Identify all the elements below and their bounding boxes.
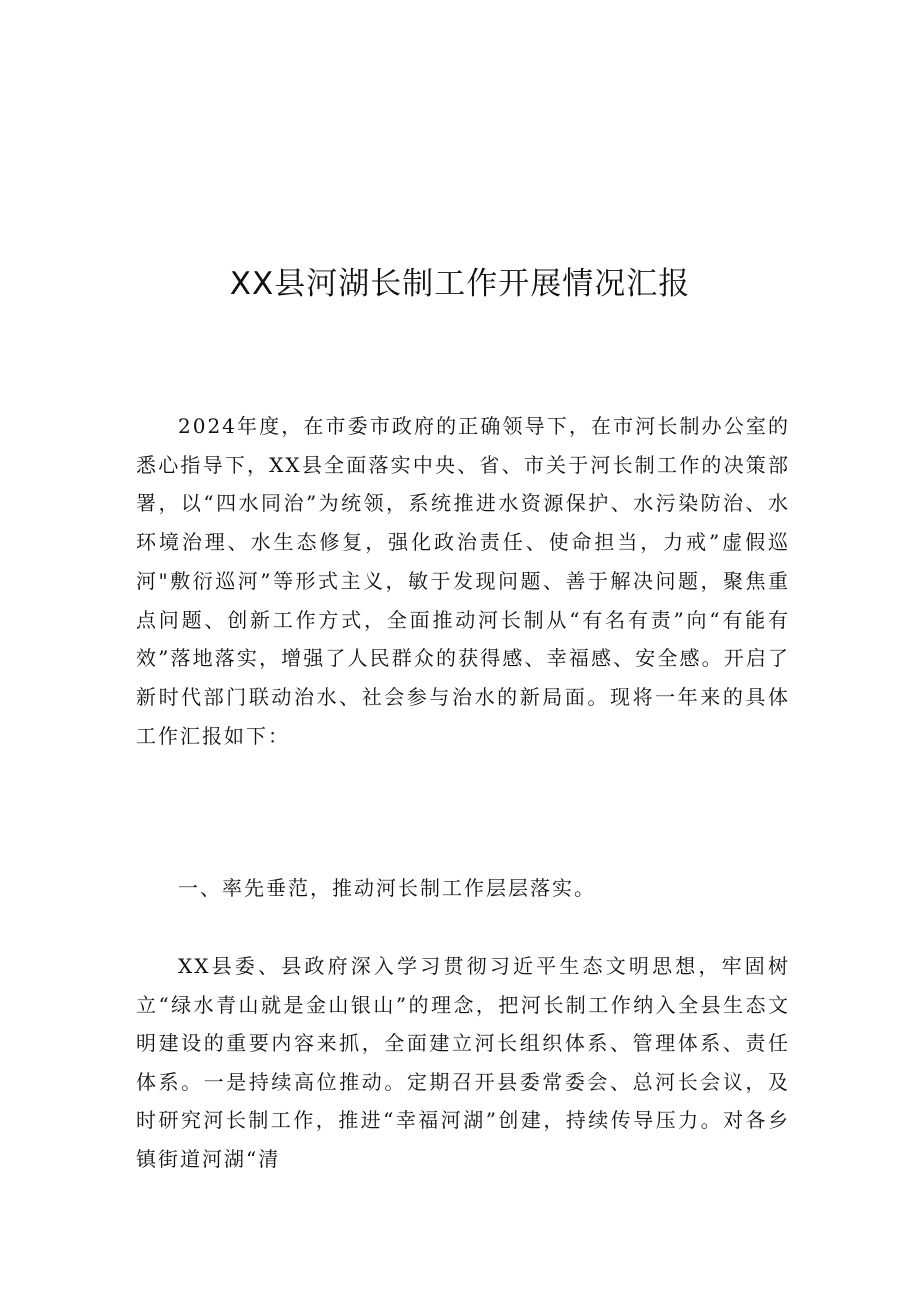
intro-paragraph: 2024年度，在市委市政府的正确领导下，在市河长制办公室的悉心指导下，XX县全面落实中央、省、市关于河长制工作的决策部署，以“四水同治”为统领，系统推进水资源保护、水污染防治、水环境治理、水生态修复，强化政治责任、使命担当，力戒”虚假巡河"敷衍巡河”等形式主义，敏于发现问题、善于解决问题，聚焦重点问题、创新工作方式，全面推动河长制从“有名有责”向“有能有效”落地落实，增强了人民群众的获得感、幸福感、安全感。开启了新时代部门联动治水、社会参与治水的新局面。现将一年来的具体工作汇报如下： <box>136 414 790 748</box>
document-title: XX县河湖长制工作开展情况汇报 <box>229 266 691 302</box>
section-heading-1: 一、率先垂范，推动河长制工作层层落实。 <box>178 876 596 900</box>
section-1-paragraph: XX县委、县政府深入学习贯彻习近平生态文明思想，牢固树立“绿水青山就是金山银山”的理念，把河长制工作纳入全县生态文明建设的重要内容来抓，全面建立河长组织体系、管理体系、责任体系。一是持续高位推动。定期召开县委常委会、总河长会议，及时研究河长制工作，推进“幸福河湖”创建，持续传导压力。对各乡镇街道河湖“清 <box>136 954 790 1171</box>
